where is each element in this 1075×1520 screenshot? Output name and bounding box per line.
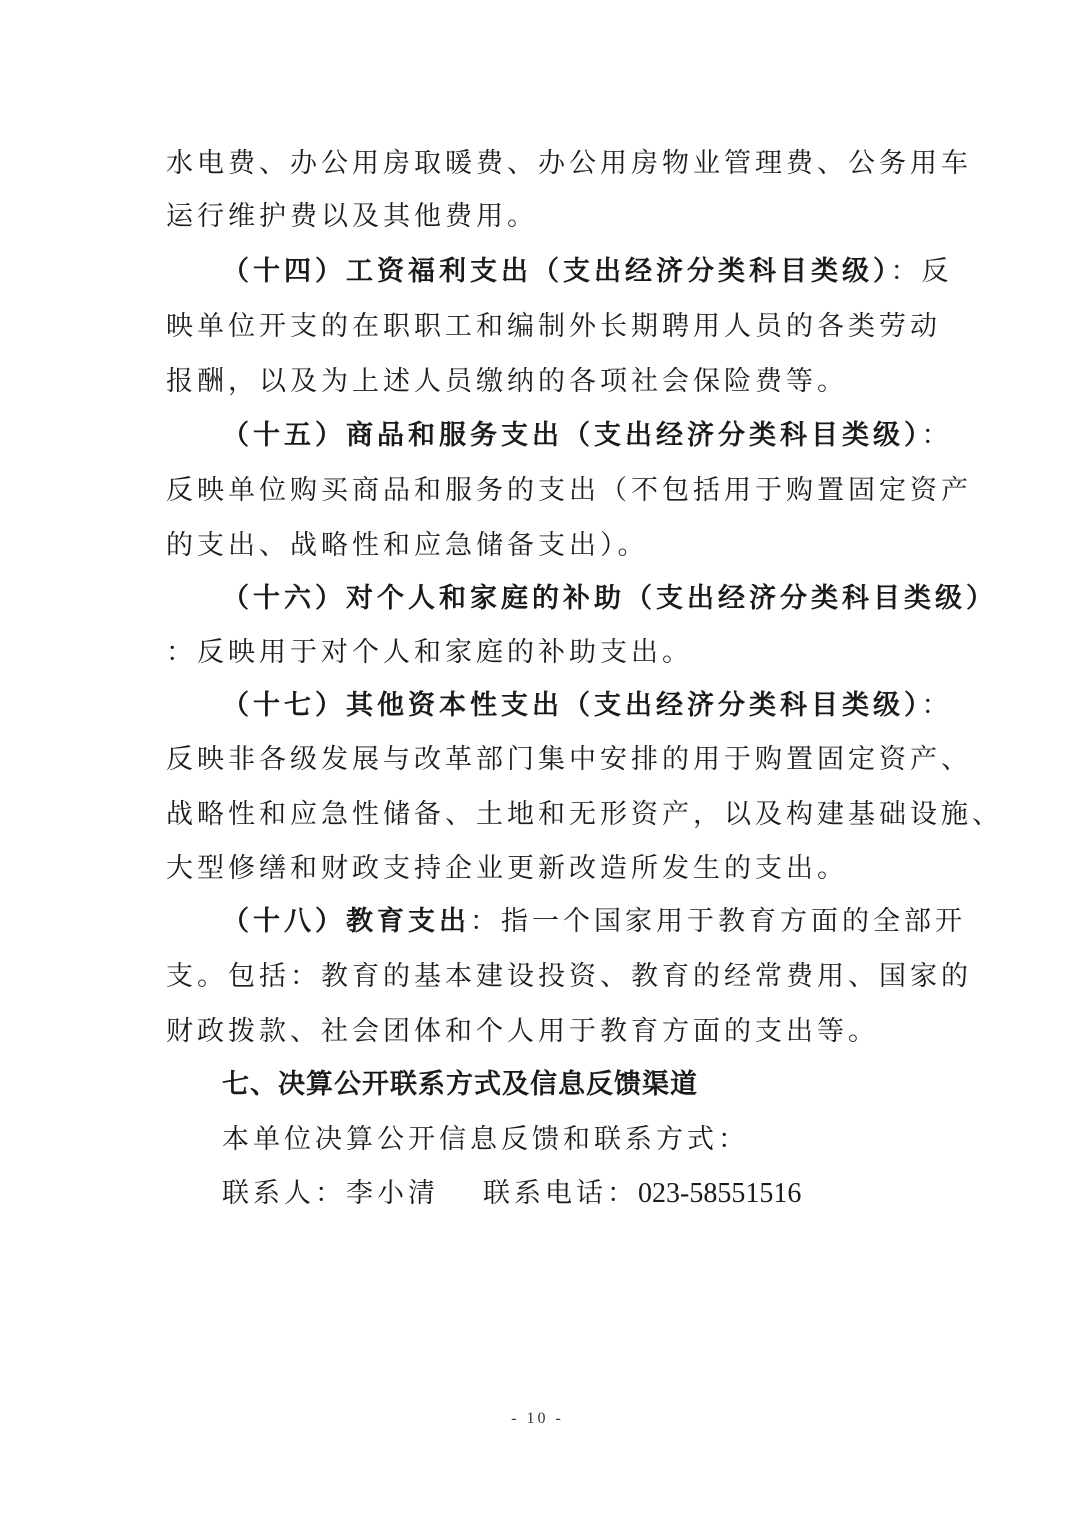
body-line: 报酬，以及为上述人员缴纳的各项社会保险费等。 <box>166 366 848 397</box>
item-term: （十六）对个人和家庭的补助（支出经济分类科目类级） <box>222 583 997 614</box>
body-line: 运行维护费以及其他费用。 <box>166 201 538 232</box>
body-line: 财政拨款、社会团体和个人用于教育方面的支出等。 <box>166 1016 879 1047</box>
paragraph-item-15 <box>222 420 953 452</box>
body-line: 大型修缮和财政支持企业更新改造所发生的支出。 <box>166 853 848 884</box>
contact-line <box>222 1178 801 1210</box>
paragraph-item-17 <box>222 690 953 722</box>
paragraph-item-18 <box>222 906 966 938</box>
item-term: （十七）其他资本性支出（支出经济分类科目类级） <box>222 690 922 721</box>
item-text: ： <box>921 420 953 451</box>
phone-number: 023-58551516 <box>638 1178 802 1209</box>
item-text: ：指一个国家用于教育方面的全部开 <box>470 906 966 937</box>
body-line: 反映单位购买商品和服务的支出（不包括用于购置固定资产 <box>166 475 972 506</box>
paragraph-item-14 <box>222 256 953 288</box>
contact-person: 联系人：李小清 <box>222 1178 439 1209</box>
body-line: ：反映用于对个人和家庭的补助支出。 <box>166 637 693 668</box>
body-line: 战略性和应急性储备、土地和无形资产，以及构建基础设施、 <box>166 799 1003 830</box>
body-line: 水电费、办公用房取暖费、办公用房物业管理费、公务用车 <box>166 148 972 179</box>
body-line: 反映非各级发展与改革部门集中安排的用于购置固定资产、 <box>166 744 972 775</box>
paragraph-item-16 <box>222 583 997 615</box>
body-line: 支。包括：教育的基本建设投资、教育的经常费用、国家的 <box>166 961 972 992</box>
item-term: （十四）工资福利支出（支出经济分类科目类级） <box>222 256 891 287</box>
item-term: （十五）商品和服务支出（支出经济分类科目类级） <box>222 420 922 451</box>
body-line: 的支出、战略性和应急储备支出）。 <box>166 530 649 561</box>
page-number: - 10 - <box>511 1410 564 1427</box>
item-text: ：反 <box>890 256 953 287</box>
item-term: （十八）教育支出 <box>222 906 470 937</box>
body-line: 映单位开支的在职职工和编制外长期聘用人员的各类劳动 <box>166 311 941 342</box>
section-heading: 七、决算公开联系方式及信息反馈渠道 <box>222 1069 698 1100</box>
phone-label: 联系电话： <box>483 1178 638 1209</box>
section-intro: 本单位决算公开信息反馈和联系方式： <box>222 1124 749 1155</box>
item-text: ： <box>921 690 953 721</box>
